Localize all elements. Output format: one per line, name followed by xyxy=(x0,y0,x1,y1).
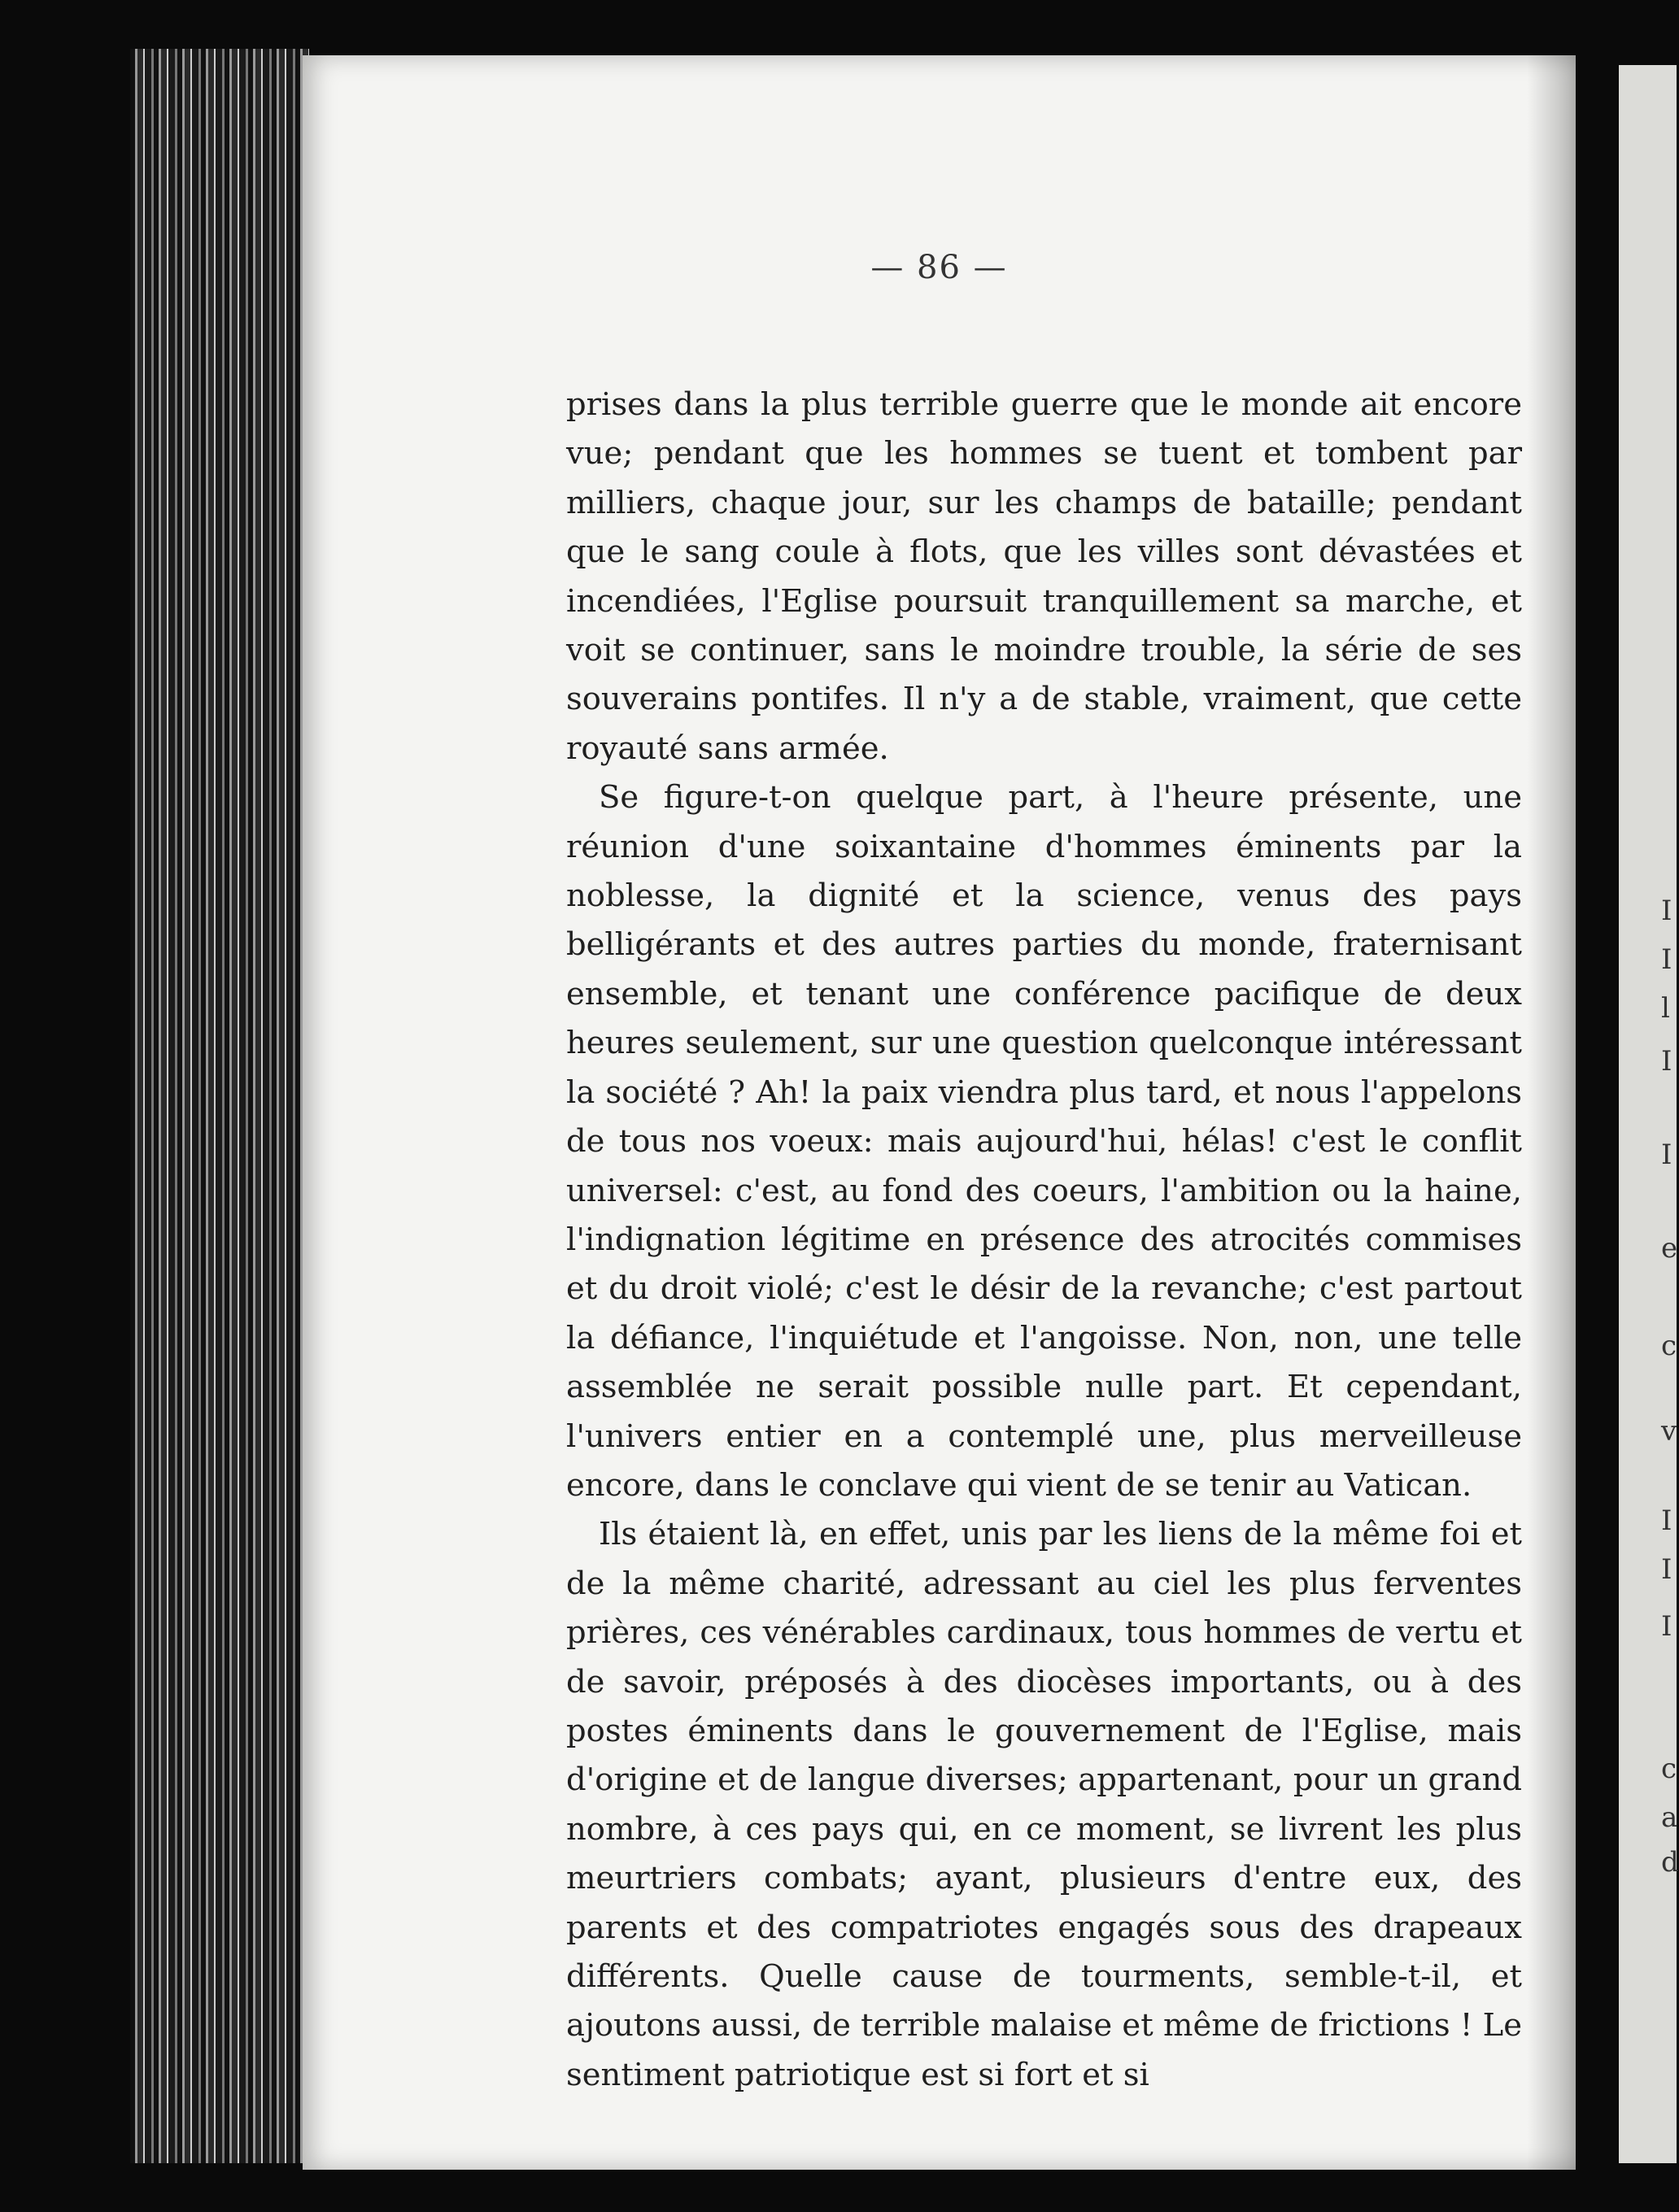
facing-page-char: d xyxy=(1661,1846,1679,1879)
paragraph-2: Se figure-t-on quelque part, à l'heure présente, une réunion d'une soixantaine d'hommes éminents par la noblesse, la dignité et la science, venus des pays belligérants et des autres parties du monde, fraternisant ensemble, et tenant une conférence pacifique de deux heures seulement, sur une question quelconque intéressant la société ? Ah! la paix viendra plus tard, et nous l'appelons de tous nos voeux: mais aujourd'hui, hélas! c'est le conflit universel: c'est, au fond des coeurs, l'ambition ou la haine, l'indignation légitime en présence des atrocités commises et du droit violé; c'est le désir de la revanche; c'est partout la défiance, l'inquiétude et l'angoisse. Non, non, une telle assemblée ne serait possible nulle part. Et cependant, l'univers entier en a contemplé une, plus merveilleuse encore, dans le conclave qui vient de se tenir au Vatican. xyxy=(566,779,1522,1504)
body-text xyxy=(566,381,1522,2100)
facing-page-char: v xyxy=(1661,1415,1677,1448)
paragraph-3: Ils étaient là, en effet, unis par les liens de la même foi et de la même charité, adressant au ciel les plus ferventes prières, ces vénérables cardinaux, tous hommes de vertu et de savoir, préposés à des diocèses importants, ou à des postes éminents dans le gouvernement de l'Eglise, mais d'origine et de langue diverses; appartenant, pour un grand nombre, à ces pays qui, en ce moment, se livrent les plus meurtriers combats; ayant, plusieurs d'entre eux, des parents et des compatriotes engagés sous des drapeaux différents. Quelle cause de tourments, semble-t-il, et ajoutons aussi, de terrible malaise et même de frictions ! Le sentiment patriotique est si fort et si xyxy=(566,1516,1522,2093)
paragraph-1: prises dans la plus terrible guerre que le monde ait encore vue; pendant que les hommes se tuent et tombent par milliers, chaque jour, sur les champs de bataille; pendant que le sang coule à flots, que les villes sont dévastées et incendiées, l'Eglise poursuit tranquillement sa marche, et voit se continuer, sans le moindre trouble, la série de ses souverains pontifes. Il n'y a de stable, vraiment, que cette royauté sans armée. xyxy=(566,386,1522,767)
page-number: — 86 — xyxy=(870,249,1008,286)
page-shadow xyxy=(1527,55,1576,2170)
book-page xyxy=(303,55,1576,2170)
book-binding-edge xyxy=(130,49,309,2163)
facing-page-char: c xyxy=(1661,1753,1677,1785)
facing-page-char: I xyxy=(1661,1045,1672,1078)
facing-page-char: l xyxy=(1661,992,1670,1025)
facing-page-char: I xyxy=(1661,1504,1672,1537)
facing-page-char: I xyxy=(1661,895,1672,927)
facing-page-char: e xyxy=(1661,1232,1678,1265)
facing-page-char: c xyxy=(1661,1330,1677,1362)
facing-page-char: I xyxy=(1661,943,1672,976)
facing-page-char: I xyxy=(1661,1610,1672,1643)
facing-page-char: I xyxy=(1661,1139,1672,1171)
facing-page-char: I xyxy=(1661,1553,1672,1586)
facing-page-char: a xyxy=(1661,1801,1678,1834)
